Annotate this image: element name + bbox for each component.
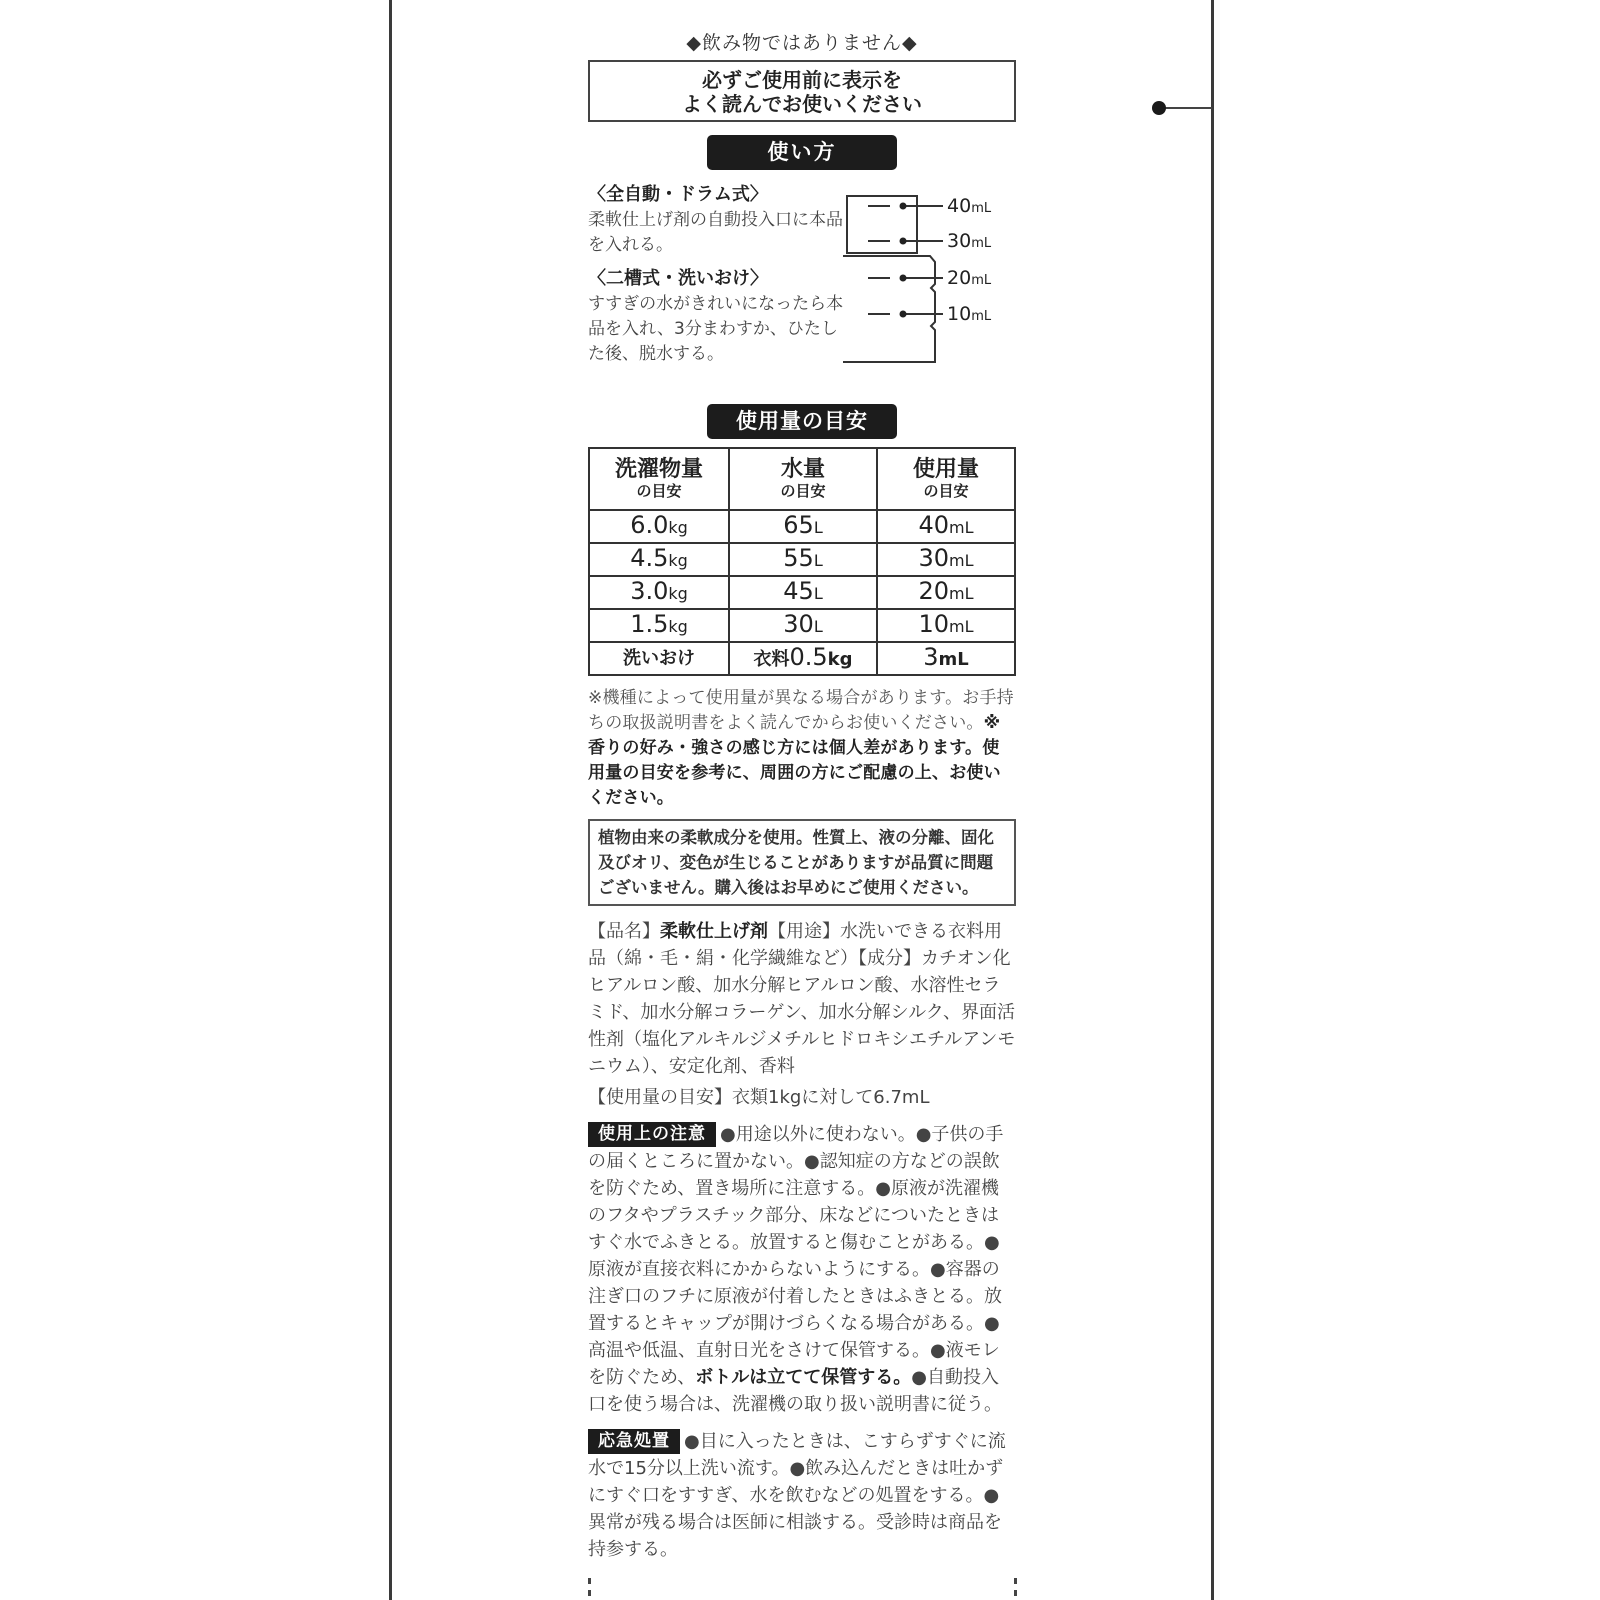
first-aid: 応急処置 ●目に入ったときは、こすらずすぐに流水で15分以上洗い流す。●飲み込んだときは吐かずにすぐ口をすすぎ、水を飲むなどの処置をする。●異常が残る場合は医師に相談する。受診時は商品を持参する。: [588, 1431, 1006, 1560]
basin-clothes-cell: 衣料0.5kg: [729, 642, 877, 675]
table-header-row: [589, 448, 1015, 510]
automatic-heading: 〈全自動・ドラム式〉: [588, 184, 768, 205]
plant-ingredient-note: 植物由来の柔軟成分を使用。性質上、液の分離、固化及びオリ、変色が生じることがありますが品質に問題ございません。購入後はお早めにご使用ください。: [588, 819, 1016, 906]
product-use: 水洗いできる衣料用品（綿・毛・絹・化学繊維など）: [588, 921, 1002, 969]
header-amount: 使用量 の目安: [877, 448, 1015, 510]
gauge-40ml: 40mL: [947, 195, 992, 217]
pointer-line: [1162, 107, 1212, 109]
header-water: 水量 の目安: [729, 448, 877, 510]
left-border-line: [389, 0, 392, 1600]
water-cell: 45L: [729, 576, 877, 609]
cut-line-right: [1014, 1578, 1017, 1600]
amount-cell: 20mL: [877, 576, 1015, 609]
gauge-10ml: 10mL: [947, 303, 992, 325]
laundry-cell: 6.0kg: [589, 510, 729, 543]
machine-note: ※機種によって使用量が異なる場合があります。お手持ちの取扱説明書をよく読んでからお使いください。: [588, 688, 1014, 733]
cap-measure-diagram: [843, 194, 1023, 374]
first-aid-label: 応急処置: [588, 1429, 680, 1454]
twin-tub-heading: 〈二槽式・洗いおけ〉: [588, 268, 768, 289]
pointer-dot-icon: [1152, 101, 1166, 115]
automatic-text: 柔軟仕上げ剤の自動投入口に本品を入れる。: [588, 210, 843, 255]
label-panel: [588, 28, 1016, 1563]
how-to-use-section: [588, 182, 1016, 400]
amount-cell: 40mL: [877, 510, 1015, 543]
dosage-table: [588, 447, 1016, 676]
product-spec: 【品名】柔軟仕上げ剤【用途】水洗いできる衣料用品（綿・毛・絹・化学繊維など）【成分】カチオン化ヒアルロン酸、加水分解ヒアルロン酸、水溶性セラミド、加水分解コラーゲン、加水分解シルク、界面活性剤（塩化アルキルジメチルヒドロキシエチルアンモニウム）、安定化剤、香料: [588, 921, 1016, 1077]
table-row: [589, 510, 1015, 543]
laundry-cell: 1.5kg: [589, 609, 729, 642]
scent-note: ※香りの好み・強さの感じ方には個人差があります。使用量の目安を参考に、周囲の方にご配慮の上、お使いください。: [588, 713, 1001, 808]
read-notice-line2: よく読んでお使いください: [682, 92, 922, 116]
product-ingredients: カチオン化ヒアルロン酸、加水分解ヒアルロン酸、水溶性セラミド、加水分解コラーゲン、加水分解シルク、界面活性剤（塩化アルキルジメチルヒドロキシエチルアンモニウム）、安定化剤、香料: [588, 948, 1016, 1077]
dosage-ratio: 【使用量の目安】衣類1kgに対して6.7mL: [588, 1087, 930, 1108]
usage-cautions: 使用上の注意 ●用途以外に使わない。●子供の手の届くところに置かない。●認知症の方などの誤飲を防ぐため、置き場所に注意する。●原液が洗濯機のフタやプラスチック部分、床などについたときはすぐ水でふきとる。放置すると傷むことがある。●原液が直接衣料にかからないようにする。●容器の注ぎ口のフチに原液が付着したときはふきとる。放置するとキャップが開けづらくなる場合がある。●高温や低温、直射日光をさけて保管する。●液モレを防ぐため、ボトルは立てて保管する。●自動投入口を使う場合は、洗濯機の取り扱い説明書に従う。: [588, 1124, 1004, 1415]
cap-diagram-icon: [843, 194, 1023, 374]
dosage-guide-heading: 使用量の目安: [707, 404, 897, 439]
gauge-30ml: 30mL: [947, 230, 992, 252]
laundry-cell: 3.0kg: [589, 576, 729, 609]
how-to-use-heading: 使い方: [707, 135, 897, 170]
gauge-20ml: 20mL: [947, 267, 992, 289]
right-border-line: [1211, 0, 1214, 1600]
table-row: [589, 609, 1015, 642]
read-before-use-box: [588, 60, 1016, 122]
dosage-notes: [588, 686, 1016, 811]
basin-row: [589, 642, 1015, 675]
table-row: [589, 576, 1015, 609]
table-row: [589, 543, 1015, 576]
basin-amount-cell: 3mL: [877, 642, 1015, 675]
amount-cell: 30mL: [877, 543, 1015, 576]
water-cell: 55L: [729, 543, 877, 576]
caution-label: 使用上の注意: [588, 1122, 716, 1147]
not-a-drink-warning: ◆飲み物ではありません◆: [686, 32, 918, 54]
laundry-cell: 4.5kg: [589, 543, 729, 576]
product-name: 柔軟仕上げ剤: [660, 921, 768, 942]
water-cell: 65L: [729, 510, 877, 543]
header-laundry: 洗濯物量 の目安: [589, 448, 729, 510]
basin-label-cell: 洗いおけ: [589, 642, 729, 675]
cut-line-left: [588, 1578, 591, 1600]
twin-tub-text: すすぎの水がきれいになったら本品を入れ、3分まわすか、ひたした後、脱水する。: [588, 294, 844, 364]
read-notice-line1: 必ずご使用前に表示を: [702, 68, 902, 92]
water-cell: 30L: [729, 609, 877, 642]
amount-cell: 10mL: [877, 609, 1015, 642]
